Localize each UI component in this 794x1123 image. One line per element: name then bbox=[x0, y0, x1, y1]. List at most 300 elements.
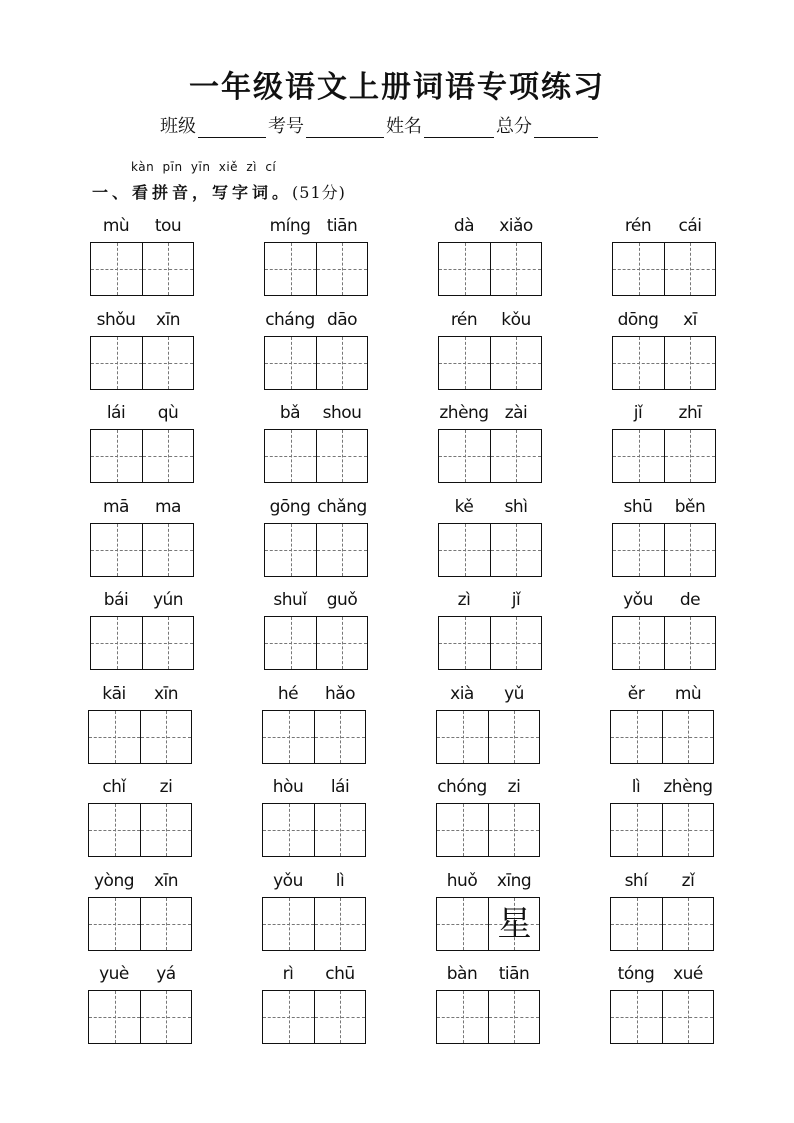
tianzige-box bbox=[90, 429, 194, 483]
word-item bbox=[262, 684, 366, 764]
total-score-field[interactable] bbox=[534, 117, 598, 138]
handwritten-character bbox=[265, 524, 316, 576]
word-item bbox=[612, 590, 716, 670]
character-cell[interactable] bbox=[142, 617, 193, 669]
pinyin-syllable: zhī bbox=[678, 403, 702, 423]
character-cell[interactable] bbox=[437, 898, 488, 950]
pinyin-label bbox=[612, 403, 716, 427]
pinyin-syllable: de bbox=[679, 590, 701, 610]
character-cell[interactable] bbox=[91, 617, 142, 669]
character-cell[interactable] bbox=[611, 711, 662, 763]
handwritten-character bbox=[613, 243, 664, 295]
handwritten-character bbox=[613, 337, 664, 389]
tianzige-box bbox=[262, 990, 366, 1044]
handwritten-character bbox=[143, 524, 194, 576]
character-cell[interactable] bbox=[662, 711, 713, 763]
pinyin-label bbox=[436, 777, 540, 801]
pinyin-syllable: yǒu bbox=[623, 590, 653, 610]
tianzige-box bbox=[88, 990, 192, 1044]
pinyin-label bbox=[612, 310, 716, 334]
pinyin-label bbox=[610, 871, 714, 895]
word-item bbox=[88, 871, 192, 951]
character-cell[interactable] bbox=[314, 898, 365, 950]
handwritten-character bbox=[143, 243, 194, 295]
name-label: 姓名 bbox=[386, 116, 422, 137]
pinyin-label bbox=[90, 310, 194, 334]
character-cell[interactable] bbox=[142, 524, 193, 576]
word-item bbox=[88, 964, 192, 1044]
pinyin-syllable: yá bbox=[156, 964, 176, 984]
pinyin-syllable: chóng bbox=[437, 777, 487, 797]
character-cell[interactable] bbox=[488, 804, 539, 856]
handwritten-character bbox=[315, 711, 366, 763]
tianzige-box bbox=[612, 523, 716, 577]
word-item bbox=[438, 216, 542, 296]
pinyin-syllable: bái bbox=[103, 590, 129, 610]
pinyin-syllable: míng bbox=[269, 216, 311, 236]
pinyin-label bbox=[612, 497, 716, 521]
pinyin-label bbox=[88, 964, 192, 988]
handwritten-character bbox=[89, 711, 140, 763]
tianzige-box bbox=[264, 336, 368, 390]
handwritten-character bbox=[611, 804, 662, 856]
pinyin-label bbox=[612, 590, 716, 614]
pinyin-label bbox=[262, 871, 366, 895]
tianzige-box bbox=[90, 523, 194, 577]
character-cell[interactable] bbox=[91, 337, 142, 389]
handwritten-character bbox=[613, 617, 664, 669]
word-item bbox=[436, 777, 540, 857]
character-cell[interactable] bbox=[91, 524, 142, 576]
tianzige-box bbox=[436, 897, 540, 951]
pinyin-syllable: yuè bbox=[99, 964, 129, 984]
character-cell[interactable] bbox=[316, 524, 367, 576]
character-cell[interactable] bbox=[142, 243, 193, 295]
character-cell[interactable] bbox=[265, 524, 316, 576]
character-cell[interactable] bbox=[439, 243, 490, 295]
tianzige-box bbox=[438, 429, 542, 483]
student-info-line bbox=[160, 112, 600, 138]
handwritten-character bbox=[437, 804, 488, 856]
pinyin-label bbox=[438, 310, 542, 334]
tianzige-box bbox=[262, 803, 366, 857]
handwritten-character bbox=[663, 711, 714, 763]
handwritten-character bbox=[613, 524, 664, 576]
handwritten-character bbox=[663, 898, 714, 950]
handwritten-character bbox=[491, 617, 542, 669]
pinyin-syllable: bàn bbox=[446, 964, 478, 984]
handwritten-character bbox=[317, 617, 368, 669]
pinyin-label bbox=[90, 590, 194, 614]
handwritten-character bbox=[265, 430, 316, 482]
pinyin-syllable: zhèng bbox=[663, 777, 713, 797]
handwritten-character bbox=[91, 337, 142, 389]
pinyin-syllable: xī bbox=[683, 310, 697, 330]
tianzige-box bbox=[610, 710, 714, 764]
tianzige-box bbox=[612, 336, 716, 390]
handwritten-character bbox=[663, 991, 714, 1043]
handwritten-character bbox=[665, 430, 716, 482]
word-item bbox=[438, 590, 542, 670]
character-cell[interactable] bbox=[140, 804, 191, 856]
character-cell[interactable] bbox=[437, 804, 488, 856]
tianzige-box bbox=[264, 429, 368, 483]
character-cell[interactable] bbox=[490, 337, 541, 389]
handwritten-character bbox=[317, 337, 368, 389]
pinyin-syllable: zi bbox=[159, 777, 173, 797]
pinyin-label bbox=[90, 497, 194, 521]
tianzige-box bbox=[438, 242, 542, 296]
handwritten-character bbox=[665, 524, 716, 576]
character-cell[interactable] bbox=[611, 991, 662, 1043]
pinyin-syllable: yòng bbox=[93, 871, 135, 891]
word-item bbox=[612, 216, 716, 296]
character-cell[interactable] bbox=[316, 430, 367, 482]
pinyin-syllable: xiǎo bbox=[499, 216, 533, 236]
pinyin-label bbox=[438, 403, 542, 427]
character-cell[interactable] bbox=[490, 524, 541, 576]
tianzige-box bbox=[612, 429, 716, 483]
pinyin-label bbox=[612, 216, 716, 240]
section-score: (51分) bbox=[292, 183, 346, 202]
handwritten-character bbox=[141, 991, 192, 1043]
pinyin-label bbox=[90, 403, 194, 427]
tianzige-box bbox=[264, 242, 368, 296]
handwritten-character bbox=[263, 804, 314, 856]
handwritten-character bbox=[491, 524, 542, 576]
character-cell[interactable] bbox=[314, 804, 365, 856]
tianzige-box bbox=[438, 336, 542, 390]
handwritten-character bbox=[663, 804, 714, 856]
handwritten-character bbox=[611, 991, 662, 1043]
pinyin-syllable: zi bbox=[507, 777, 521, 797]
pinyin-syllable: mù bbox=[674, 684, 702, 704]
character-cell[interactable] bbox=[142, 337, 193, 389]
pinyin-syllable: zhèng bbox=[439, 403, 489, 423]
word-item bbox=[90, 403, 194, 483]
pinyin-label bbox=[264, 590, 368, 614]
tianzige-box bbox=[262, 710, 366, 764]
total-score-label: 总分 bbox=[496, 116, 532, 137]
pinyin-label bbox=[610, 684, 714, 708]
handwritten-character bbox=[437, 991, 488, 1043]
tianzige-box bbox=[610, 803, 714, 857]
character-cell[interactable] bbox=[140, 898, 191, 950]
character-cell[interactable] bbox=[316, 617, 367, 669]
pinyin-syllable: cái bbox=[678, 216, 702, 236]
character-cell[interactable] bbox=[263, 711, 314, 763]
pinyin-syllable: tiān bbox=[498, 964, 530, 984]
handwritten-character bbox=[665, 243, 716, 295]
pinyin-syllable: xīng bbox=[496, 871, 532, 891]
pinyin-syllable: cháng bbox=[265, 310, 315, 330]
word-item bbox=[262, 964, 366, 1044]
word-item bbox=[438, 497, 542, 577]
character-cell[interactable] bbox=[488, 711, 539, 763]
word-item bbox=[90, 497, 194, 577]
handwritten-character bbox=[265, 243, 316, 295]
character-cell[interactable] bbox=[662, 991, 713, 1043]
tianzige-box bbox=[262, 897, 366, 951]
pinyin-syllable: chǎng bbox=[317, 497, 367, 517]
word-item bbox=[612, 403, 716, 483]
pinyin-label bbox=[88, 777, 192, 801]
pinyin-syllable: ma bbox=[155, 497, 181, 517]
pinyin-label bbox=[262, 777, 366, 801]
handwritten-character bbox=[489, 711, 540, 763]
character-cell[interactable] bbox=[664, 243, 715, 295]
pinyin-syllable: dāo bbox=[326, 310, 358, 330]
word-item bbox=[264, 403, 368, 483]
handwritten-character bbox=[317, 430, 368, 482]
pinyin-syllable: yǔ bbox=[504, 684, 524, 704]
section-number: 一、 bbox=[92, 183, 133, 202]
pinyin-label bbox=[264, 403, 368, 427]
pinyin-syllable: yún bbox=[152, 590, 184, 610]
handwritten-character bbox=[315, 898, 366, 950]
handwritten-character bbox=[143, 337, 194, 389]
handwritten-character bbox=[439, 243, 490, 295]
character-cell[interactable] bbox=[664, 524, 715, 576]
word-item bbox=[438, 310, 542, 390]
tianzige-box bbox=[88, 710, 192, 764]
pinyin-syllable: shuǐ bbox=[273, 590, 307, 610]
tianzige-box bbox=[612, 242, 716, 296]
handwritten-character bbox=[91, 524, 142, 576]
pinyin-label bbox=[262, 684, 366, 708]
handwritten-character bbox=[439, 430, 490, 482]
character-cell[interactable] bbox=[316, 337, 367, 389]
pinyin-syllable: chǐ bbox=[102, 777, 126, 797]
pinyin-syllable: xīn bbox=[153, 684, 179, 704]
pinyin-label bbox=[262, 964, 366, 988]
character-cell[interactable] bbox=[439, 337, 490, 389]
character-cell[interactable] bbox=[613, 524, 664, 576]
character-cell[interactable] bbox=[439, 524, 490, 576]
handwritten-character bbox=[439, 617, 490, 669]
character-cell[interactable] bbox=[91, 243, 142, 295]
character-cell[interactable] bbox=[263, 991, 314, 1043]
section-pinyin: kàn pīn yīn xiě zì cí bbox=[131, 160, 277, 174]
pinyin-label bbox=[436, 684, 540, 708]
character-cell[interactable] bbox=[140, 991, 191, 1043]
handwritten-character bbox=[665, 617, 716, 669]
character-cell[interactable] bbox=[439, 430, 490, 482]
word-item bbox=[90, 310, 194, 390]
word-item bbox=[610, 777, 714, 857]
character-cell[interactable] bbox=[437, 991, 488, 1043]
class-field[interactable] bbox=[198, 117, 266, 138]
character-cell[interactable] bbox=[265, 243, 316, 295]
character-cell[interactable] bbox=[142, 430, 193, 482]
character-cell[interactable] bbox=[490, 243, 541, 295]
character-cell[interactable] bbox=[437, 711, 488, 763]
character-cell[interactable] bbox=[662, 804, 713, 856]
word-item bbox=[610, 964, 714, 1044]
character-cell[interactable] bbox=[664, 337, 715, 389]
name-field[interactable] bbox=[424, 117, 494, 138]
handwritten-character bbox=[611, 898, 662, 950]
handwritten-character bbox=[143, 617, 194, 669]
word-item bbox=[610, 684, 714, 764]
pinyin-syllable: dà bbox=[453, 216, 475, 236]
character-cell[interactable] bbox=[316, 243, 367, 295]
character-cell[interactable] bbox=[140, 711, 191, 763]
character-cell[interactable] bbox=[664, 617, 715, 669]
word-item bbox=[612, 310, 716, 390]
character-cell[interactable] bbox=[664, 430, 715, 482]
pinyin-syllable: kāi bbox=[102, 684, 126, 704]
pinyin-label bbox=[88, 684, 192, 708]
character-cell[interactable] bbox=[89, 991, 140, 1043]
pinyin-label bbox=[264, 216, 368, 240]
pinyin-syllable: tóng bbox=[617, 964, 655, 984]
exam-number-label: 考号 bbox=[268, 116, 304, 137]
handwritten-character bbox=[437, 898, 488, 950]
handwritten-character bbox=[89, 991, 140, 1043]
tianzige-box bbox=[90, 616, 194, 670]
handwritten-character bbox=[491, 337, 542, 389]
pinyin-syllable: hé bbox=[277, 684, 299, 704]
word-item bbox=[264, 590, 368, 670]
character-cell[interactable] bbox=[490, 430, 541, 482]
tianzige-box bbox=[610, 990, 714, 1044]
tianzige-box bbox=[612, 616, 716, 670]
tianzige-box bbox=[436, 803, 540, 857]
pinyin-label bbox=[436, 964, 540, 988]
pinyin-syllable: lì bbox=[631, 777, 641, 797]
pinyin-syllable: ěr bbox=[627, 684, 645, 704]
pinyin-syllable: rì bbox=[282, 964, 294, 984]
exam-number-field[interactable] bbox=[306, 117, 384, 138]
character-cell[interactable] bbox=[490, 617, 541, 669]
handwritten-character bbox=[91, 617, 142, 669]
word-item bbox=[610, 871, 714, 951]
class-label: 班级 bbox=[160, 116, 196, 137]
handwritten-character bbox=[263, 991, 314, 1043]
pinyin-syllable: kě bbox=[454, 497, 474, 517]
character-cell[interactable] bbox=[265, 337, 316, 389]
tianzige-box bbox=[90, 242, 194, 296]
handwritten-character bbox=[317, 243, 368, 295]
handwritten-character bbox=[89, 804, 140, 856]
handwritten-character bbox=[613, 430, 664, 482]
handwritten-character bbox=[315, 991, 366, 1043]
tianzige-box bbox=[264, 523, 368, 577]
tianzige-box bbox=[610, 897, 714, 951]
pinyin-syllable: rén bbox=[450, 310, 478, 330]
character-cell[interactable] bbox=[265, 430, 316, 482]
handwritten-character bbox=[265, 337, 316, 389]
page-title: 一年级语文上册词语专项练习 bbox=[189, 70, 605, 105]
character-cell[interactable] bbox=[265, 617, 316, 669]
character-cell[interactable] bbox=[89, 898, 140, 950]
handwritten-character bbox=[89, 898, 140, 950]
character-cell[interactable] bbox=[488, 898, 539, 950]
pinyin-syllable: jǐ bbox=[633, 403, 643, 423]
pinyin-syllable: xīn bbox=[153, 871, 179, 891]
character-cell[interactable] bbox=[314, 711, 365, 763]
character-cell[interactable] bbox=[488, 991, 539, 1043]
character-cell[interactable] bbox=[439, 617, 490, 669]
pinyin-syllable: dōng bbox=[617, 310, 659, 330]
pinyin-label bbox=[438, 216, 542, 240]
handwritten-character bbox=[439, 337, 490, 389]
handwritten-character bbox=[315, 804, 366, 856]
pinyin-syllable: hòu bbox=[272, 777, 304, 797]
pinyin-label bbox=[436, 871, 540, 895]
pinyin-syllable: gōng bbox=[269, 497, 311, 517]
section-heading bbox=[92, 180, 346, 203]
handwritten-character bbox=[91, 243, 142, 295]
word-item bbox=[264, 310, 368, 390]
pinyin-syllable: yǒu bbox=[273, 871, 303, 891]
character-cell[interactable] bbox=[263, 898, 314, 950]
pinyin-label bbox=[438, 590, 542, 614]
pinyin-syllable: jǐ bbox=[511, 590, 521, 610]
pinyin-syllable: shí bbox=[624, 871, 648, 891]
pinyin-syllable: kǒu bbox=[501, 310, 531, 330]
pinyin-syllable: shū bbox=[623, 497, 653, 517]
handwritten-character bbox=[263, 898, 314, 950]
handwritten-character bbox=[491, 243, 542, 295]
word-item bbox=[90, 590, 194, 670]
pinyin-syllable: rén bbox=[624, 216, 652, 236]
pinyin-syllable: chū bbox=[325, 964, 355, 984]
character-cell[interactable] bbox=[91, 430, 142, 482]
character-cell[interactable] bbox=[662, 898, 713, 950]
tianzige-box bbox=[88, 897, 192, 951]
character-cell[interactable] bbox=[89, 804, 140, 856]
character-cell[interactable] bbox=[611, 898, 662, 950]
pinyin-syllable: guǒ bbox=[326, 590, 358, 610]
pinyin-syllable: lì bbox=[335, 871, 345, 891]
word-item bbox=[436, 964, 540, 1044]
tianzige-box bbox=[438, 523, 542, 577]
handwritten-character bbox=[91, 430, 142, 482]
handwritten-character: 星 bbox=[497, 904, 532, 944]
pinyin-syllable: lái bbox=[106, 403, 126, 423]
handwritten-character bbox=[489, 991, 540, 1043]
handwritten-character bbox=[491, 430, 542, 482]
character-cell[interactable] bbox=[613, 243, 664, 295]
word-item bbox=[436, 871, 540, 951]
pinyin-syllable: běn bbox=[674, 497, 706, 517]
pinyin-label bbox=[610, 777, 714, 801]
handwritten-character bbox=[265, 617, 316, 669]
pinyin-label bbox=[90, 216, 194, 240]
pinyin-label bbox=[438, 497, 542, 521]
character-cell[interactable] bbox=[611, 804, 662, 856]
handwritten-character bbox=[143, 430, 194, 482]
character-cell[interactable] bbox=[263, 804, 314, 856]
tianzige-box bbox=[88, 803, 192, 857]
pinyin-syllable: zài bbox=[504, 403, 528, 423]
handwritten-character bbox=[489, 804, 540, 856]
pinyin-label bbox=[88, 871, 192, 895]
word-item bbox=[612, 497, 716, 577]
character-cell[interactable] bbox=[314, 991, 365, 1043]
word-item bbox=[262, 777, 366, 857]
pinyin-syllable: xià bbox=[450, 684, 474, 704]
character-cell[interactable] bbox=[613, 337, 664, 389]
character-cell[interactable] bbox=[89, 711, 140, 763]
character-cell[interactable] bbox=[613, 617, 664, 669]
character-cell[interactable] bbox=[613, 430, 664, 482]
handwritten-character bbox=[263, 711, 314, 763]
handwritten-character bbox=[141, 804, 192, 856]
word-item bbox=[436, 684, 540, 764]
